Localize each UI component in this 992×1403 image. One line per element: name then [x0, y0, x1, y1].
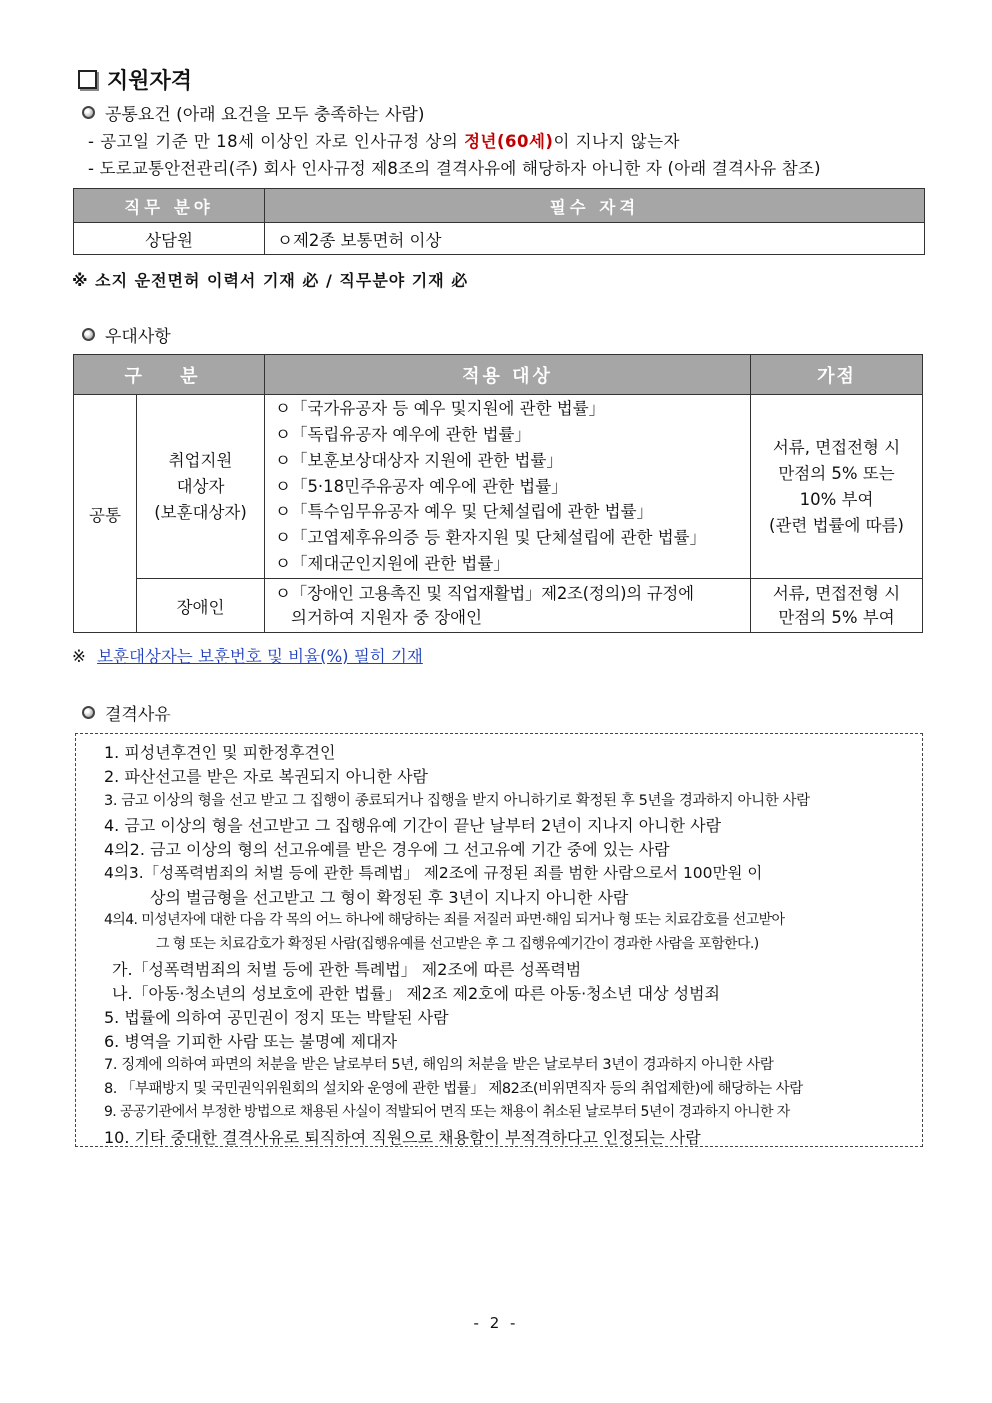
- law-item: ㅇ「제대군인지원에 관한 법률」: [275, 553, 510, 573]
- points-line: 만점의 5% 또는: [778, 463, 895, 483]
- common-line-1-pre: - 공고일 기준 만 18세 이상인 자로 인사규정 상의: [88, 132, 465, 151]
- section-title-text: 지원자격: [107, 69, 193, 94]
- pref-row1-category: [137, 395, 265, 579]
- disq-line: 그 형 또는 치료감호가 확정된 사람(집행유예를 선고받은 후 그 집행유예기간이 경과한 사람을 포함한다.): [156, 936, 759, 952]
- job-qual-cell: ㅇ제2종 보통면허 이상: [265, 223, 925, 255]
- common-heading-text: 공통요건 (아래 요건을 모두 충족하는 사람): [105, 105, 425, 125]
- pref-row1-targets: [265, 395, 751, 579]
- pref-heading-text: 우대사항: [105, 327, 171, 347]
- disq-line: 상의 벌금형을 선고받고 그 형이 확정된 후 3년이 지나지 아니한 사람: [150, 888, 629, 907]
- circle-bullet-icon: [82, 106, 95, 119]
- circle-bullet-icon: [82, 706, 95, 719]
- pref-row1-category-line: (보훈대상자): [154, 502, 247, 522]
- pref-row1-points: [751, 395, 923, 579]
- retirement-age: 정년(60세): [464, 132, 554, 151]
- disq-line: 6. 병역을 기피한 사람 또는 불명예 제대자: [104, 1032, 398, 1051]
- law-item: ㅇ「고엽제후유의증 등 환자지원 및 단체설립에 관한 법률」: [275, 528, 707, 548]
- veteran-note-link: 보훈대상자는 보훈번호 및 비율(%) 필히 기재: [97, 647, 423, 666]
- disq-line: 9. 공공기관에서 부정한 방법으로 채용된 사실이 적발되어 면직 또는 채용이 취소된 날로부터 5년이 경과하지 아니한 자: [104, 1104, 790, 1120]
- points-line: (관련 법률에 따름): [769, 515, 904, 535]
- pref-table: [73, 354, 923, 633]
- disq-heading: [82, 700, 171, 725]
- pref-row1-category-line: 취업지원: [168, 450, 233, 470]
- disq-line: 가.「성폭력범죄의 처벌 등에 관한 특례법」 제2조에 따른 성폭력범: [112, 960, 582, 979]
- law-item: ㅇ「독립유공자 예우에 관한 법률」: [275, 425, 531, 444]
- checkbox-square-icon: [78, 70, 97, 89]
- disq-line: 8. 「부패방지 및 국민권익위원회의 설치와 운영에 관한 법률」 제82조(비위면직자 등의 취업제한)에 해당하는 사람: [104, 1081, 803, 1097]
- law-item: ㅇ「장애인 고용촉진 및 직업재활법」제2조(정의)의 규정에: [275, 583, 694, 603]
- disq-line: 4의2. 금고 이상의 형의 선고유예를 받은 경우에 그 선고유예 기간 중에 있는 사람: [104, 840, 670, 859]
- pref-header-target: 적용 대상: [265, 355, 751, 395]
- disq-line: 4의4. 미성년자에 대한 다음 각 목의 어느 하나에 해당하는 죄를 저질러 파면·해임 되거나 형 또는 치료감호를 선고받아: [104, 912, 785, 928]
- pref-note: [72, 643, 423, 667]
- pref-group-cell: 공통: [74, 395, 137, 633]
- disq-line: 4. 금고 이상의 형을 선고받고 그 집행유예 기간이 끝난 날부터 2년이 지나지 아니한 사람: [104, 816, 722, 835]
- disq-line: 2. 파산선고를 받은 자로 복권되지 아니한 사람: [104, 767, 428, 786]
- common-line-1-post: 이 지나지 않는자: [553, 132, 681, 151]
- disq-line: 10. 기타 중대한 결격사유로 퇴직하여 직원으로 채용함이 부적격하다고 인정되는 사람: [104, 1128, 701, 1147]
- job-note: ※ 소지 운전면허 이력서 기재 必 / 직무분야 기재 必: [72, 271, 469, 290]
- disq-line: 나.「아동·청소년의 성보호에 관한 법률」 제2조 제2호에 따른 아동·청소년 대상 성범죄: [112, 984, 720, 1003]
- law-item: ㅇ「국가유공자 등 예우 및지원에 관한 법률」: [275, 399, 606, 419]
- disq-line: 1. 피성년후견인 및 피한정후견인: [104, 743, 336, 762]
- pref-row2-points: [751, 579, 923, 633]
- pref-row1-category-line: 대상자: [176, 476, 225, 496]
- disq-line: 5. 법률에 의하여 공민권이 정지 또는 박탈된 사람: [104, 1008, 449, 1027]
- pref-row2-targets: [265, 579, 751, 633]
- law-item: 의거하여 지원자 중 장애인: [291, 607, 483, 627]
- disq-line: 4의3.「성폭력범죄의 처벌 등에 관한 특례법」 제2조에 규정된 죄를 범한 사람으로서 100만원 이: [104, 864, 763, 882]
- pref-row2-category: 장애인: [137, 579, 265, 633]
- disq-line: 7. 징계에 의하여 파면의 처분을 받은 날로부터 5년, 해임의 처분을 받은 날로부터 3년이 경과하지 아니한 사람: [104, 1057, 774, 1073]
- law-item: ㅇ「보훈보상대상자 지원에 관한 법률」: [275, 450, 563, 470]
- pref-heading: [82, 322, 171, 347]
- pref-header-category: 구 분: [74, 355, 265, 395]
- disq-line: 3. 금고 이상의 형을 선고 받고 그 집행이 종료되거나 집행을 받지 아니하기로 확정된 후 5년을 경과하지 아니한 사람: [104, 793, 810, 809]
- common-line-2: - 도로교통안전관리(주) 회사 인사규정 제8조의 결격사유에 해당하자 아니한 자 (아래 결격사유 참조): [88, 159, 821, 178]
- circle-bullet-icon: [82, 328, 95, 341]
- job-table: [73, 188, 925, 255]
- job-table-header-field: 직무 분야: [74, 189, 265, 223]
- disq-heading-text: 결격사유: [105, 705, 171, 725]
- law-item: ㅇ「특수임무유공자 예우 및 단체설립에 관한 법률」: [275, 502, 654, 522]
- points-line: 서류, 면접전형 시: [772, 583, 901, 603]
- common-line-1: [88, 128, 680, 152]
- law-item: ㅇ「5·18민주유공자 예우에 관한 법률」: [275, 476, 568, 496]
- job-table-header-qual: 필수 자격: [265, 189, 925, 223]
- points-line: 만점의 5% 부여: [778, 607, 895, 627]
- job-field-cell: 상담원: [74, 223, 265, 255]
- disq-box: [75, 733, 923, 1147]
- points-line: 10% 부여: [799, 489, 874, 509]
- common-heading: [82, 100, 424, 125]
- pref-header-points: 가점: [751, 355, 923, 395]
- points-line: 서류, 면접전형 시: [772, 437, 901, 457]
- reference-mark: ※: [72, 647, 86, 666]
- page-number: - 2 -: [473, 1314, 519, 1332]
- section-title: [78, 64, 192, 95]
